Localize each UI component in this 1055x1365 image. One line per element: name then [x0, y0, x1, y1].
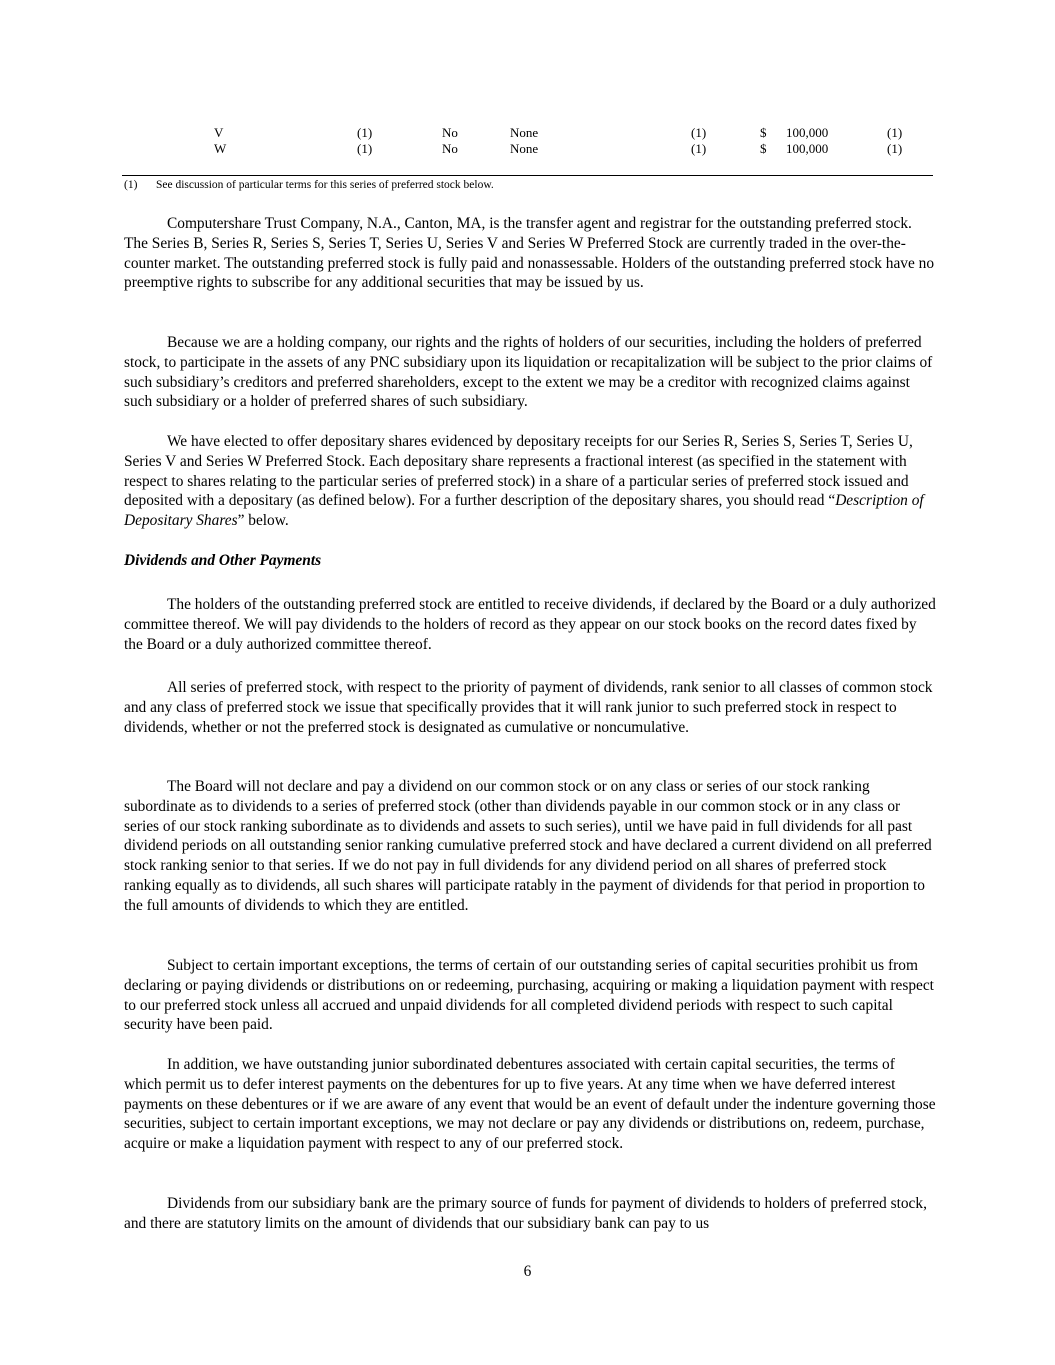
footnote [124, 178, 494, 193]
paragraph-depositary-shares [124, 432, 936, 531]
table-row [0, 125, 1055, 141]
table-cell: (1) [357, 141, 373, 156]
table-cell: (1) [691, 125, 707, 140]
table-row [0, 141, 1055, 157]
currency-symbol: $ [760, 141, 767, 156]
paragraph-board-dividends: The Board will not declare and pay a dividend on our common stock or on any class or series of our stock ranking subordinate as to dividends to a series of preferred stock (other than dividends payable in our common stock or in any class or series of our stock ranking subordinate as to dividends and assets to such series), until we have paid in full dividends for all past dividend periods on all outstanding senior ranking cumulative preferred stock and have declared a current dividend on all preferred stock ranking senior to that series. If we do not pay in full dividends for any dividend period on all shares of preferred stock ranking equally as to dividends, all such shares will participate ratably in the payment of dividends for that period in proportion to the full amounts of dividends to which they are entitled. [124, 778, 932, 914]
section-heading: Dividends and Other Payments [124, 552, 322, 569]
table-bottom-rule [122, 175, 933, 176]
currency-symbol: $ [760, 125, 767, 140]
series-cell: W [214, 141, 227, 156]
footnote-text: See discussion of particular terms for this series of preferred stock below. [156, 179, 494, 191]
table-cell: No [442, 141, 458, 156]
series-cell: V [214, 125, 224, 140]
depositary-text-after: ” below. [237, 512, 289, 530]
depositary-text-before: We have elected to offer depositary shares evidenced by depositary receipts for our Series R, Series S, Series T, Series U, Series V and Series W Preferred Stock. Each depositary share represents a fractional interest (as specified in the statement with respect to shares relating to the particular series of preferred stock) in a share of a particular series of preferred stock issued and deposited with a depositary (as defined below). For a further description of the depositary shares, you should read “ [124, 433, 913, 510]
paragraph-transfer-agent: Computershare Trust Company, N.A., Canton, MA, is the transfer agent and registrar for the outstanding preferred stock. The Series B, Series R, Series S, Series T, Series U, Series V and Series W Preferred Stock are currently traded in the over-the-counter market. The outstanding preferred stock is fully paid and nonassessable. Holders of the outstanding preferred stock have no preemptive rights to subscribe for any additional securities that may be issued by us. [124, 215, 935, 292]
paragraph-debentures: In addition, we have outstanding junior subordinated debentures associated with certain capital securities, the terms of which permit us to defer interest payments on the debentures for up to five years. At any time when we have deferred interest payments on these debentures or if we are aware of any event that would be an event of default under the indenture governing those securities, subject to certain important exceptions, we may not declare or pay any dividends or distributions on, redeem, purchase, acquire or make a liquidation payment with respect to any of our preferred stock. [124, 1056, 936, 1153]
paragraph-holding-company: Because we are a holding company, our rights and the rights of holders of our securities, including the holders of preferred stock, to participate in the assets of any PNC subsidiary upon its liquidation or recapitalization will be subject to the prior claims of such subsidiary’s creditors and preferred shareholders, except to the extent we may be a creditor with recognized claims against such subsidiary or a holder of preferred shares of such subsidiary. [124, 334, 933, 411]
footnote-mark: (1) [124, 179, 138, 191]
paragraph-subsidiary-bank: Dividends from our subsidiary bank are the primary source of funds for payment of dividends to holders of preferred stock, and there are statutory limits on the amount of dividends that our subsidiary bank can pay to us [124, 1195, 927, 1232]
depositary-link-title: Description of Depositary Shares [124, 492, 924, 530]
table-cell: (1) [357, 125, 373, 140]
table-cell: None [510, 125, 539, 140]
amount-cell: 100,000 [786, 141, 829, 156]
amount-cell: 100,000 [786, 125, 829, 140]
paragraph-dividends-entitlement: The holders of the outstanding preferred stock are entitled to receive dividends, if declared by the Board or a duly authorized committee thereof. We will pay dividends to the holders of record as they appear on our stock books on the record dates fixed by the Board or a duly authorized committee thereof. [124, 596, 936, 653]
table-cell: None [510, 141, 539, 156]
page-number: 6 [523, 1263, 532, 1280]
paragraph-capital-securities: Subject to certain important exceptions, the terms of certain of our outstanding series of capital securities prohibit us from declaring or paying dividends or distributions on or redeeming, purchasing, acquiring or making a liquidation payment with respect to our preferred stock unless all accrued and unpaid dividends for all completed dividend periods with respect to such capital security have been paid. [124, 957, 934, 1034]
paragraph-dividend-priority: All series of preferred stock, with respect to the priority of payment of dividends, rank senior to all classes of common stock and any class of preferred stock we issue that specifically provides that it will rank junior to such preferred stock in respect to dividends, whether or not the preferred stock is designated as cumulative or noncumulative. [124, 679, 933, 736]
table-cell: (1) [887, 141, 903, 156]
table-cell: (1) [691, 141, 707, 156]
table-cell: No [442, 125, 458, 140]
table-cell: (1) [887, 125, 903, 140]
